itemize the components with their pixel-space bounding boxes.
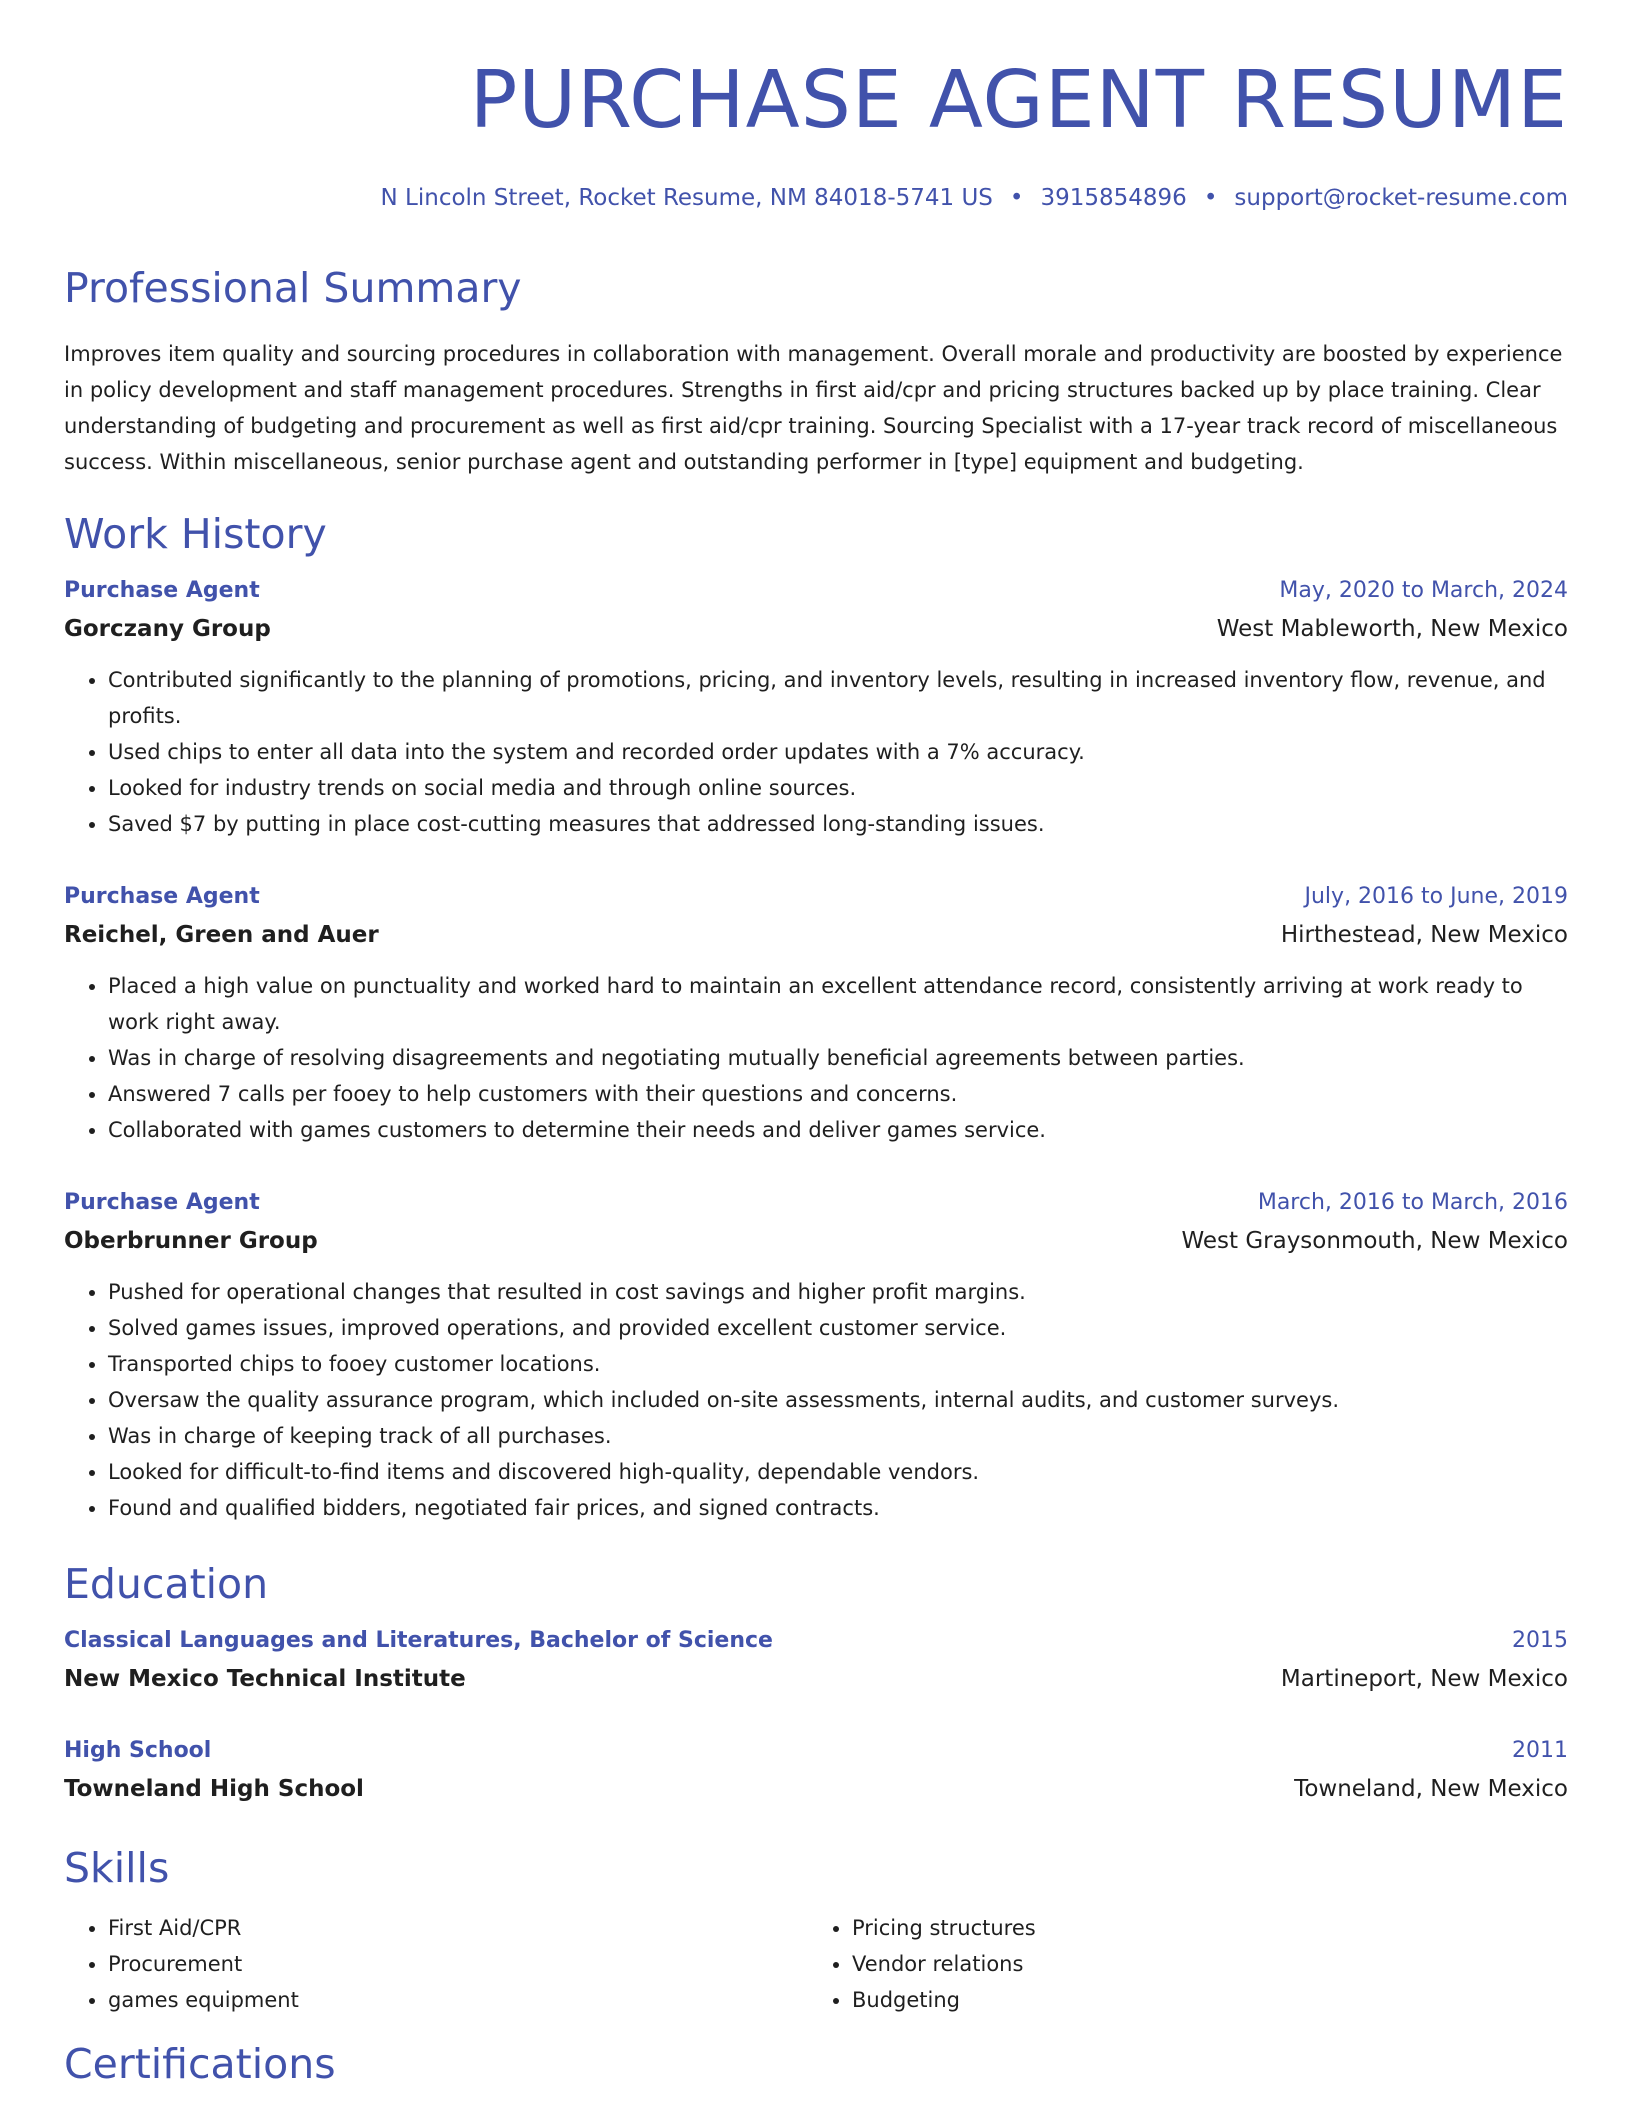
education-header-row: [64, 1622, 1568, 1660]
skills-column-left: [64, 1910, 808, 2018]
job-entry: [64, 878, 1568, 1148]
job-role: Purchase Agent: [64, 578, 260, 603]
section-title-summary: Professional Summary: [64, 264, 522, 312]
job-dates: May, 2020 to March, 2024: [1279, 578, 1568, 603]
job-bullet: • Was in charge of keeping track of all purchases.: [108, 1418, 1568, 1454]
section-title-work-history: Work History: [64, 510, 327, 558]
contact-address: N Lincoln Street, Rocket Resume, NM 84018-5741 US: [380, 185, 993, 211]
education-entry: [64, 1622, 1568, 1698]
resume-title: PURCHASE AGENT RESUME: [469, 54, 1568, 146]
job-bullets: [64, 662, 1568, 842]
section-title-education: Education: [64, 1560, 269, 1608]
job-dates: March, 2016 to March, 2016: [1257, 1190, 1568, 1215]
education-year: 2015: [1512, 1628, 1568, 1653]
job-company: Gorczany Group: [64, 616, 271, 642]
job-org-row: [64, 1222, 1568, 1260]
job-bullet: • Transported chips to fooey customer locations.: [108, 1346, 1568, 1382]
education-degree: Classical Languages and Literatures, Bachelor of Science: [64, 1628, 773, 1653]
education-year: 2011: [1512, 1738, 1568, 1763]
job-bullet: • Collaborated with games customers to determine their needs and deliver games service.: [108, 1112, 1568, 1148]
section-title-skills: Skills: [64, 1844, 170, 1892]
job-bullets: [64, 968, 1568, 1148]
education-degree: High School: [64, 1738, 212, 1763]
job-bullet: • Looked for industry trends on social media and through online sources.: [108, 770, 1568, 806]
contact-separator: •: [1203, 185, 1218, 211]
education-header-row: [64, 1732, 1568, 1770]
job-role: Purchase Agent: [64, 1190, 260, 1215]
skill-item: • Pricing structures: [852, 1910, 1552, 1946]
job-bullet: • Found and qualified bidders, negotiated fair prices, and signed contracts.: [108, 1490, 1568, 1526]
job-location: West Graysonmouth, New Mexico: [1181, 1228, 1568, 1254]
job-entry: [64, 1184, 1568, 1526]
contact-separator: •: [1009, 185, 1024, 211]
job-bullet: • Looked for difficult-to-find items and discovered high-quality, dependable vendors.: [108, 1454, 1568, 1490]
job-location: West Mableworth, New Mexico: [1216, 616, 1568, 642]
contact-line: [64, 182, 1568, 214]
job-company: Reichel, Green and Auer: [64, 922, 379, 948]
job-header-row: [64, 572, 1568, 610]
job-header-row: [64, 878, 1568, 916]
contact-email: support@rocket-resume.com: [1234, 185, 1568, 211]
contact-phone: 3915854896: [1040, 185, 1187, 211]
job-dates: July, 2016 to June, 2019: [1304, 884, 1568, 909]
skill-item: • games equipment: [108, 1982, 808, 2018]
skill-item: • Vendor relations: [852, 1946, 1552, 1982]
education-location: Towneland, New Mexico: [1294, 1776, 1568, 1802]
skill-item: • Budgeting: [852, 1982, 1552, 2018]
job-org-row: [64, 916, 1568, 954]
job-role: Purchase Agent: [64, 884, 260, 909]
job-bullet: • Solved games issues, improved operations, and provided excellent customer service.: [108, 1310, 1568, 1346]
job-company: Oberbrunner Group: [64, 1228, 318, 1254]
job-entry: [64, 572, 1568, 842]
education-school-row: [64, 1660, 1568, 1698]
job-bullet: • Contributed significantly to the planning of promotions, pricing, and inventory levels, resulting in increased inventory flow, revenue, and profits.: [108, 662, 1568, 734]
section-title-certifications: Certifications: [64, 2040, 336, 2088]
education-school: Towneland High School: [64, 1776, 364, 1802]
summary-text: Improves item quality and sourcing procedures in collaboration with management. Overall morale and productivity are boosted by experience in policy development and staff management procedures. Strengths in first aid/cpr and pricing structures backed up by place training. Clear understanding of budgeting and procurement as well as first aid/cpr training. Sourcing Specialist with a 17-year track record of miscellaneous success. Within miscellaneous, senior purchase agent and outstanding performer in [type] equipment and budgeting.: [64, 342, 1563, 474]
job-header-row: [64, 1184, 1568, 1222]
education-school-row: [64, 1770, 1568, 1808]
job-location: Hirthestead, New Mexico: [1280, 922, 1568, 948]
job-bullet: • Was in charge of resolving disagreements and negotiating mutually beneficial agreements between parties.: [108, 1040, 1568, 1076]
education-school: New Mexico Technical Institute: [64, 1666, 466, 1692]
skill-item: • First Aid/CPR: [108, 1910, 808, 1946]
skills-column-right: [808, 1910, 1552, 2018]
job-bullet: • Answered 7 calls per fooey to help customers with their questions and concerns.: [108, 1076, 1568, 1112]
job-bullet: • Oversaw the quality assurance program, which included on-site assessments, internal audits, and customer surveys.: [108, 1382, 1568, 1418]
job-bullet: • Placed a high value on punctuality and worked hard to maintain an excellent attendance record, consistently arriving at work ready to work right away.: [108, 968, 1568, 1040]
job-bullet: • Saved $7 by putting in place cost-cutting measures that addressed long-standing issues.: [108, 806, 1568, 842]
skills-list: [64, 1910, 1568, 2018]
skill-item: • Procurement: [108, 1946, 808, 1982]
job-bullet: • Pushed for operational changes that resulted in cost savings and higher profit margins.: [108, 1274, 1568, 1310]
job-bullet: • Used chips to enter all data into the system and recorded order updates with a 7% accuracy.: [108, 734, 1568, 770]
job-org-row: [64, 610, 1568, 648]
education-entry: [64, 1732, 1568, 1808]
job-bullets: [64, 1274, 1568, 1526]
education-location: Martineport, New Mexico: [1280, 1666, 1568, 1692]
